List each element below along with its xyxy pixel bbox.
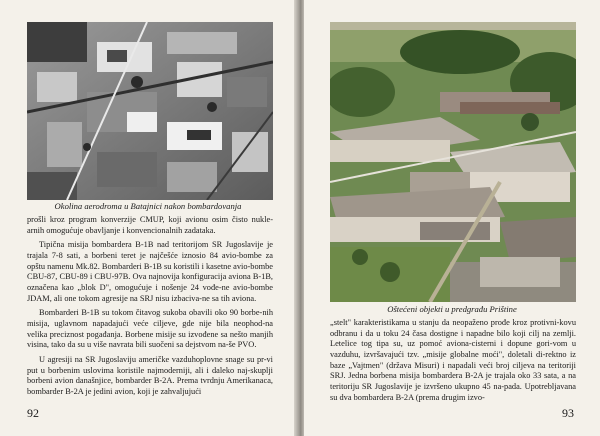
right-page	[304, 0, 600, 436]
left-photo-caption: Okolina aerodroma u Batajnici nakon bombardovanja	[54, 201, 242, 211]
left-body-text	[27, 215, 273, 398]
photo-damaged-buildings-pristina	[330, 22, 576, 302]
left-page	[0, 0, 296, 436]
right-body-text	[330, 318, 576, 403]
page-number-left: 92	[27, 406, 39, 420]
aerial-photo-batajnica	[27, 22, 273, 200]
paragraph: prošli kroz program konverzije CMUP, koji avionu osim čisto nukle-arnih omogućuje obavljanje i konvencionalnih zadataka.	[27, 215, 273, 235]
paragraph: Tipična misija bombardera B-1B nad teritorijom SR Jugoslavije je trajala 7-8 sati, a borbeni teret je najčešće iznosio 84 avio-bombe za opštu namenu Mk.82. Bombarderi B-1B su koristili i kasetne avio-bombe CBU-87, CBU-89 i CBU-97B. Ova najnovija konfiguracija aviona B-1B, označena kao „blok D", omogućuje i nošenje 24 vođe-ne avio-bombe JDAM, ali one tokom agresije na SRJ nisu izbaciva-ne sa tih aviona.	[27, 240, 273, 303]
page-number-right: 93	[562, 406, 574, 420]
paragraph: U agresiji na SR Jugoslaviju američke vazduhoplovne snage su pr-vi put u borbenim uslovima koristile najmoderniji, ali i daleko naj-skuplji borbeni avion današnjice, bombarder B-2A. Prema tvrdnju Amerikanaca, bombarder B-2A je jedini avion, koji je zahvaljujući	[27, 354, 273, 396]
paragraph: Bombarderi B-1B su tokom čitavog sukoba obavili oko 90 borbe-nih misija, uglavnom napadajući veće ciljeve, gde nije bila neophod-na velika preciznost pogađanja. Borbene misije su izvođene sa nešto manjih visina, tako da su u više navrata bili suočeni sa dejstvom na-še PVO.	[27, 308, 273, 350]
paragraph: „stelt" karakteristikama u stanju da neopaženo prođe kroz protivni-kovu odbranu i da u toku 24 časa dostigne i napadne bilo koji cilj na zemlji. Letelice tog tipa su, uz pomoć aviona-cisterni i dopune gori-vom u vazduhu, izvršavajući tzv. „misije globalne moći", doletali di-rektno iz baze „Vajtmen" (država Misuri) i napadali veći broj ciljeva na teritoriji SRJ. Jedna borbena misija bombardera B-2A je trajala oko 33 sata, a na teritoriju SR Jugoslavije je izvršeno ukupno 45 na-pada. Upotrebljavana su dva bombardera B-2A (prema drugim izvo-	[330, 318, 576, 402]
right-photo-caption: Oštećeni objekti u predgrađu Prištine	[387, 304, 517, 314]
